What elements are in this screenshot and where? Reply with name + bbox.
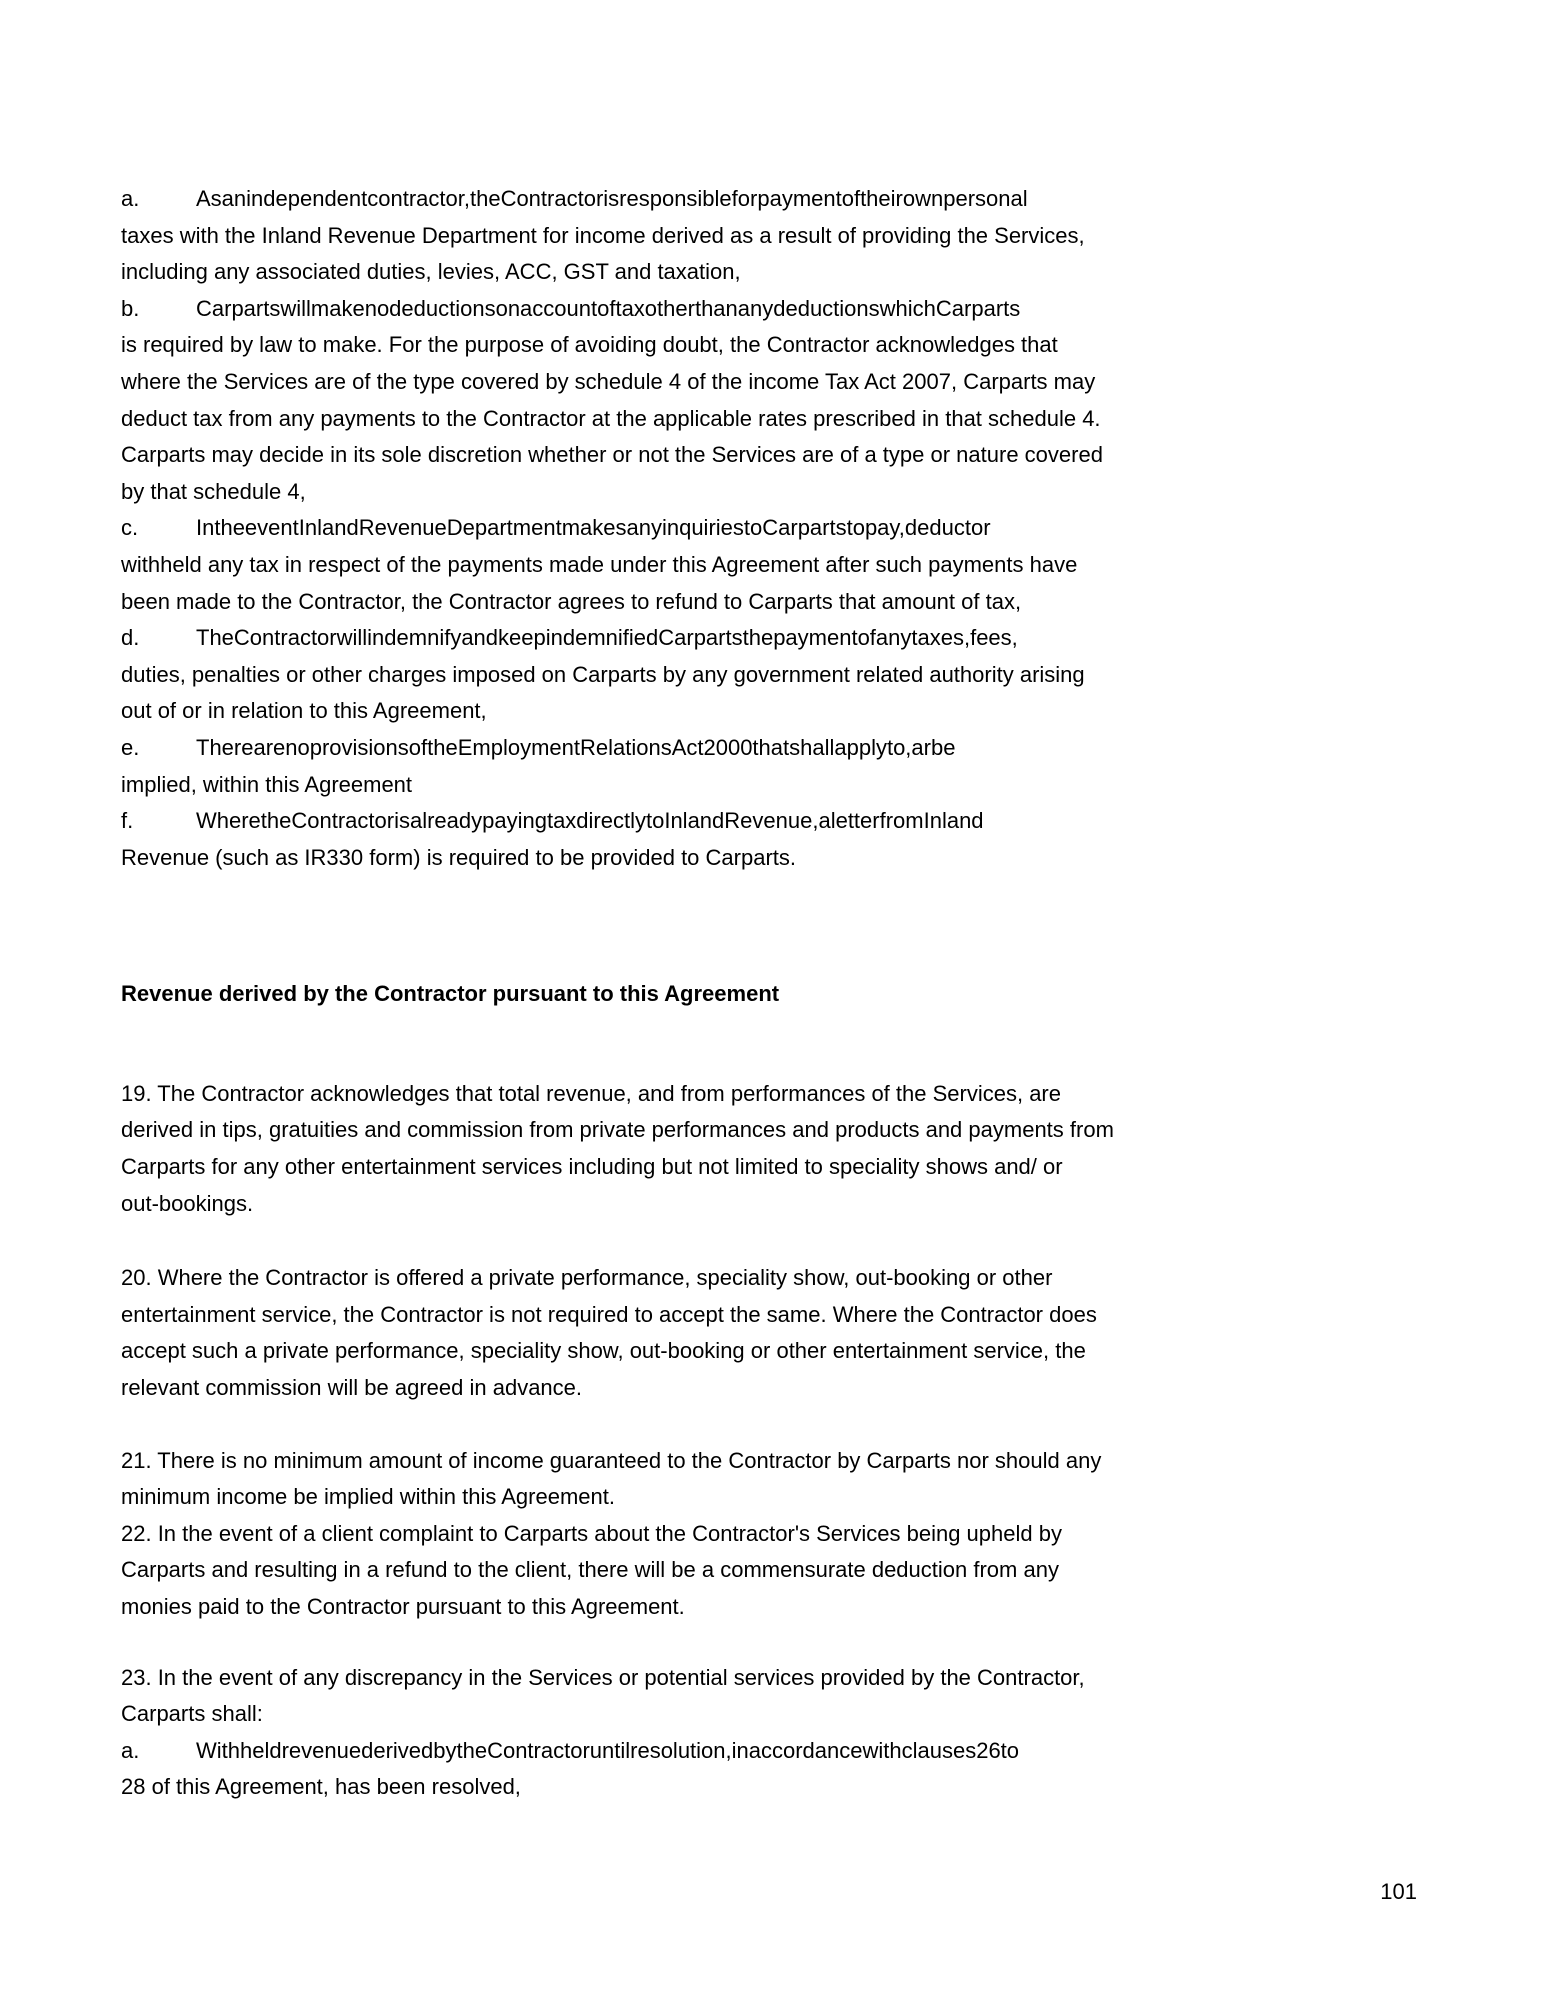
text-line: is required by law to make. For the purpose of avoiding doubt, the Contractor acknowledges that — [121, 332, 1058, 358]
list-item — [121, 510, 1421, 620]
clause-paragraph — [121, 1443, 1421, 1516]
list-item-text: Asanindependentcontractor,theContractorisresponsibleforpaymentoftheirownpersonal — [196, 186, 1028, 211]
list-item-label: f. — [121, 808, 134, 834]
section-heading: Revenue derived by the Contractor pursuant to this Agreement — [121, 981, 780, 1007]
text-line: by that schedule 4, — [121, 478, 306, 504]
clause-paragraph — [121, 1076, 1421, 1222]
text-line: including any associated duties, levies, ACC, GST and taxation, — [121, 259, 741, 285]
text-line: 21. There is no minimum amount of income guaranteed to the Contractor by Carparts nor should any — [121, 1447, 1102, 1473]
text-line — [121, 803, 1421, 840]
document-body — [121, 181, 1421, 1806]
clause-paragraph — [121, 1260, 1421, 1406]
text-line: Carparts and resulting in a refund to the client, there will be a commensurate deduction from any — [121, 1557, 1059, 1583]
clause-paragraph — [121, 1516, 1421, 1626]
list-item — [121, 181, 1421, 291]
text-line — [121, 1733, 1421, 1770]
list-item-label: e. — [121, 734, 140, 760]
text-line: taxes with the Inland Revenue Department for income derived as a result of providing the Services, — [121, 222, 1085, 248]
text-line — [121, 730, 1421, 767]
page-number: 101 — [1380, 1879, 1417, 1904]
text-line: monies paid to the Contractor pursuant to this Agreement. — [121, 1594, 685, 1619]
text-line: 19. The Contractor acknowledges that total revenue, and from performances of the Services, are — [121, 1080, 1061, 1106]
list-item-text: WheretheContractorisalreadypayingtaxdirectlytoInlandRevenue,aletterfromInland — [196, 808, 984, 834]
text-line: implied, within this Agreement — [121, 771, 413, 797]
text-line: Carparts for any other entertainment services including but not limited to speciality shows and/ or — [121, 1154, 1063, 1180]
text-line: Revenue (such as IR330 form) is required to be provided to Carparts. — [121, 844, 796, 870]
list-item-text: IntheeventInlandRevenueDepartmentmakesanyinquiriestoCarpartstopay,deductor — [196, 515, 991, 541]
list-item — [121, 730, 1421, 803]
text-line: withheld any tax in respect of the payments made under this Agreement after such payments have — [121, 551, 1078, 577]
list-item-text: TheContractorwillindemnifyandkeepindemnifiedCarpartsthepaymentofanytaxes,fees, — [196, 625, 1018, 651]
list-item-label: d. — [121, 625, 140, 651]
text-line: been made to the Contractor, the Contractor agrees to refund to Carparts that amount of tax, — [121, 588, 1022, 614]
text-line: where the Services are of the type covered by schedule 4 of the income Tax Act 2007, Carparts may — [121, 368, 1096, 394]
text-line: 20. Where the Contractor is offered a private performance, speciality show, out-booking or other — [121, 1265, 1053, 1291]
text-line — [121, 620, 1421, 657]
text-line — [121, 181, 1421, 218]
text-line — [121, 510, 1421, 547]
list-item-text: WithheldrevenuederivedbytheContractoruntilresolution,inaccordancewithclauses26to — [196, 1737, 1020, 1763]
text-line: Carparts shall: — [121, 1701, 263, 1727]
clause-paragraph — [121, 1660, 1421, 1733]
text-line: 22. In the event of a client complaint to Carparts about the Contractor's Services being upheld by — [121, 1520, 1062, 1546]
text-line: 28 of this Agreement, has been resolved, — [121, 1774, 521, 1800]
text-line: minimum income be implied within this Agreement. — [121, 1484, 615, 1510]
list-item-label: a. — [121, 1737, 140, 1763]
text-line: deduct tax from any payments to the Contractor at the applicable rates prescribed in that schedule 4. — [121, 405, 1101, 431]
list-item — [121, 1733, 1421, 1806]
list-item-text: CarpartswillmakenodeductionsonaccountoftaxotherthananydeductionswhichCarparts — [196, 295, 1021, 321]
text-line: out of or in relation to this Agreement, — [121, 698, 487, 724]
text-line: entertainment service, the Contractor is not required to accept the same. Where the Contractor does — [121, 1301, 1097, 1327]
list-item-label: a. — [121, 186, 140, 211]
list-item-text: TherearenoprovisionsoftheEmploymentRelationsAct2000thatshallapplyto,arbe — [196, 734, 956, 760]
text-line: Carparts may decide in its sole discretion whether or not the Services are of a type or nature covered — [121, 442, 1103, 468]
text-line: accept such a private performance, speciality show, out-booking or other entertainment service, the — [121, 1338, 1086, 1364]
list-item — [121, 291, 1421, 511]
list-item — [121, 803, 1421, 876]
list-item-label: b. — [121, 295, 140, 321]
text-line: relevant commission will be agreed in advance. — [121, 1375, 583, 1401]
text-line: derived in tips, gratuities and commission from private performances and products and payments from — [121, 1117, 1114, 1143]
text-line: 23. In the event of any discrepancy in the Services or potential services provided by the Contractor, — [121, 1664, 1085, 1690]
text-line: out-bookings. — [121, 1190, 254, 1216]
text-line: duties, penalties or other charges imposed on Carparts by any government related authority arising — [121, 661, 1085, 687]
list-item — [121, 620, 1421, 730]
text-line — [121, 291, 1421, 328]
list-item-label: c. — [121, 515, 139, 541]
